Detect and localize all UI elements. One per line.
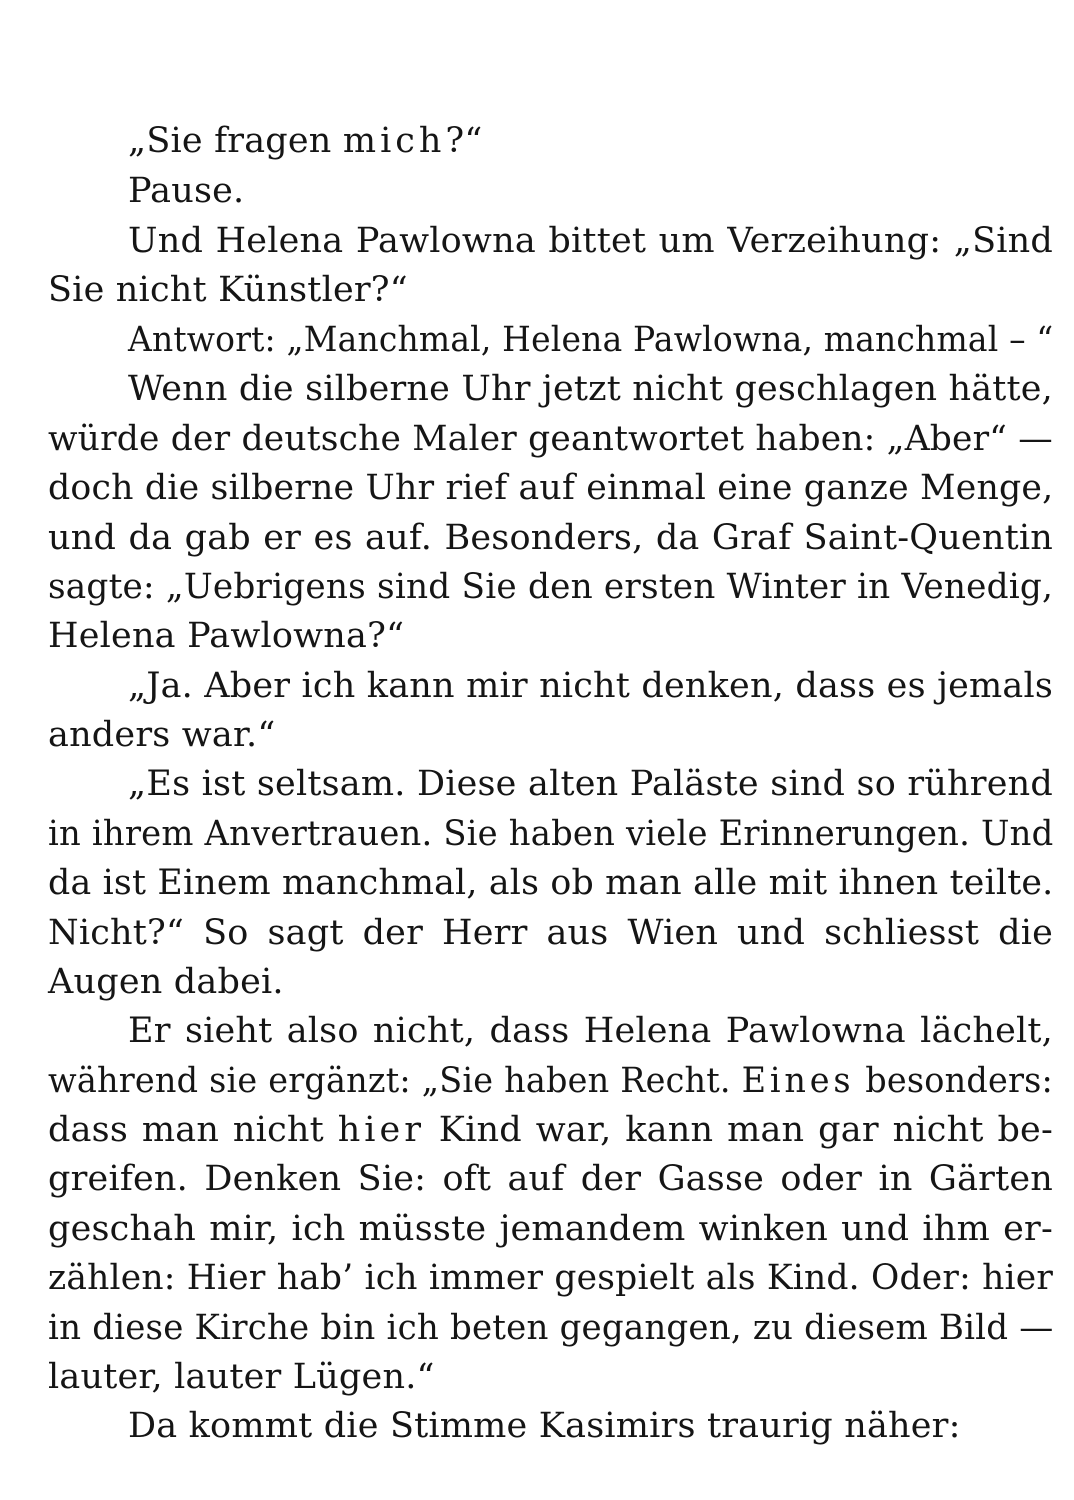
text-line: anders war.“ [48,715,276,755]
text-line: und da gab er es auf. Besonders, da Graf Saint-Quentin [48,518,1053,558]
text-line: Antwort: „Manchmal, Helena Pawlowna, manchmal – “ [128,320,1054,360]
text-line: lauter, lauter Lügen.“ [48,1357,435,1397]
text-line: Da kommt die Stimme Kasimirs traurig näher: [128,1406,961,1446]
text-line: dass man nicht hier Kind war, kann man gar nicht be- [48,1110,1053,1150]
text-line: „Es ist seltsam. Diese alten Paläste sind so rührend [128,764,1053,804]
text-line: Wenn die silberne Uhr jetzt nicht geschlagen hätte, [128,369,1053,409]
text-line: doch die silberne Uhr rief auf einmal eine ganze Menge, [48,468,1054,508]
text-line: „Ja. Aber ich kann mir nicht denken, dass es jemals [128,666,1054,706]
text-line: greifen. Denken Sie: oft auf der Gasse oder in Gärten [48,1159,1053,1199]
text-line: Nicht?“ So sagt der Herr aus Wien und schliesst die [48,913,1053,953]
text-line: Augen dabei. [48,962,284,1002]
text-line: geschah mir, ich müsste jemandem winken und ihm er- [48,1209,1053,1249]
text-line: da ist Einem manchmal, als ob man alle mit ihnen teilte. [48,863,1054,903]
text-line: „Sie fragen mich?“ [128,121,483,161]
text-line: während sie ergänzt: „Sie haben Recht. Eines besonders: [48,1061,1053,1101]
text-line: in diese Kirche bin ich beten gegangen, zu diesem Bild — [48,1308,1054,1348]
text-line: in ihrem Anvertrauen. Sie haben viele Erinnerungen. Und [48,814,1054,854]
text-line: Sie nicht Künstler?“ [48,270,408,310]
text-line: Er sieht also nicht, dass Helena Pawlowna lächelt, [128,1011,1053,1051]
text-line: würde der deutsche Maler geantwortet haben: „Aber“ — [48,419,1053,459]
text-line: zählen: Hier hab’ ich immer gespielt als Kind. Oder: hier [48,1258,1054,1298]
text-line: Helena Pawlowna?“ [48,616,405,656]
text-line: Pause. [128,171,245,211]
text-line: sagte: „Uebrigens sind Sie den ersten Winter in Venedig, [48,567,1054,607]
text-line: Und Helena Pawlowna bittet um Verzeihung: „Sind [128,221,1053,261]
